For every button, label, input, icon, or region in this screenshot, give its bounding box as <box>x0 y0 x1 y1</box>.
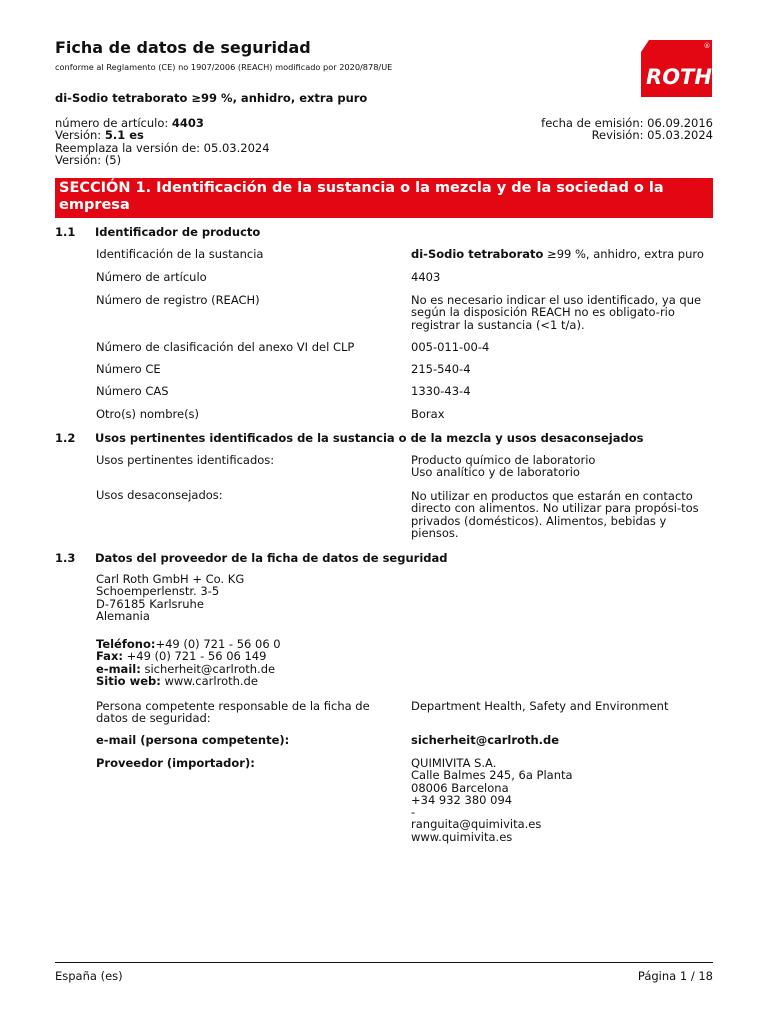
issue-date: fecha de emisión: 06.09.2016 <box>541 116 713 130</box>
revision-date: Revisión: 05.03.2024 <box>591 128 713 143</box>
row-label: Identificación de la sustancia <box>96 247 264 261</box>
document-title: Ficha de datos de seguridad <box>55 38 311 57</box>
website[interactable]: Sitio web: www.carlroth.de <box>96 673 258 688</box>
supplier-importer-value: QUIMIVITA S.A. Calle Balmes 245, 6a Planta 08006 Barcelona +34 932 380 094 - ranguita@quimivita.es www.quimivita.es <box>411 756 573 844</box>
replaces-version: Reemplaza la versión de: 05.03.2024 <box>55 140 270 155</box>
row-value: Borax <box>411 407 445 421</box>
discouraged-uses-value: No utilizar en productos que estarán en contacto directo con alimentos. No utilizar para propósi-tos privados (domésticos). Alimentos, bebidas y piensos. <box>411 489 699 540</box>
fax: Fax: +49 (0) 721 - 56 06 149 <box>96 649 267 664</box>
supplier-contacts <box>96 638 281 687</box>
row-label: Número de clasificación del anexo VI del CLP <box>96 340 355 354</box>
row-label: Número de artículo <box>96 270 207 284</box>
row-label: Otro(s) nombre(s) <box>96 407 200 421</box>
row-value: No es necesario indicar el uso identificado, ya que según la disposición REACH no es obligato-rio registrar la sustancia (<1 t/a). <box>411 293 702 332</box>
supplier-importer-label: Proveedor (importador): <box>96 756 255 770</box>
product-name: di-Sodio tetraborato ≥99 %, anhidro, extra puro <box>55 91 368 105</box>
row-label: Número CE <box>96 362 161 376</box>
version-number: Versión: (5) <box>55 152 122 167</box>
identified-uses-label: Usos pertinentes identificados: <box>96 453 275 467</box>
row-value: di-Sodio tetraborato ≥99 %, anhidro, extra puro <box>411 247 704 261</box>
supplier-address: Carl Roth GmbH + Co. KG Schoemperlenstr. 3-5 D-76185 Karlsruhe Alemania <box>96 572 245 623</box>
identified-uses-value: Producto químico de laboratorio Uso analítico y de laboratorio <box>411 453 596 480</box>
row-value: 1330-43-4 <box>411 384 471 398</box>
row-label: Número CAS <box>96 384 169 398</box>
email[interactable]: e-mail: sicherheit@carlroth.de <box>96 661 276 676</box>
footer-country: España (es) <box>55 969 123 983</box>
version: Versión: 5.1 es <box>55 128 144 143</box>
row-value: 215-540-4 <box>411 362 471 376</box>
footer-page-number: Página 1 / 18 <box>637 969 713 983</box>
competent-email-value[interactable]: sicherheit@carlroth.de <box>411 733 560 747</box>
section-1-banner: SECCIÓN 1. Identificación de la sustancia o la mezcla y de la sociedad o la empresa <box>55 178 713 218</box>
meta-right <box>541 117 713 142</box>
footer-divider <box>55 962 713 963</box>
row-value: 005-011-00-4 <box>411 340 490 354</box>
sds-page: Ficha de datos de seguridad conforme al Reglamento (CE) no 1907/2006 (REACH) modificado por 2020/878/UE ROTH ® di-Sodio tetraborato ≥99 %, anhidro, extra puro número de artículo: 4403 Versión: 5.1 es Reemplaza la versión de: 05.03.2024 Versión: (5) fecha de emisión: 06.09.2016 Revisión: 05.03.2024 SECCIÓN 1. Identificación de la sustancia o la mezcla y de la sociedad o la empresa 1.1 Identificador de producto Identificación de la sustancia di-Sodio tetraborato ≥99 %, anhidro, extra puro Número de artículo 4403 Número de registro (REACH) No es necesario indicar el uso identificado, ya que según la disposición REACH no es obligato-rio registrar la sustancia (<1 t/a). Número de clasificación del anexo VI del CLP 005-011-00-4 Número CE 215-540-4 Número CAS 1330-43-4 Otro(s) nombre(s) Borax 1.2 Usos pertinentes identificados de la sustancia o de la mezcla y usos desaconsejados Usos pertinentes identificados: Producto químico de laboratorio Uso analítico y de laboratorio Usos desaconsejados: No utilizar en productos que estarán en contacto directo con alimentos. No utilizar para propósi-tos privados (domésticos). Alimentos, bebidas y piensos. 1.3 Datos del proveedor de la ficha de datos de seguridad Carl Roth GmbH + Co. KG Schoemperlenstr. 3-5 D-76185 Karlsruhe Alemania Teléfono:+49 (0) 721 - 56 06 0 Fax: +49 (0) 721 - 56 06 149 e-mail: sicherheit@carlroth.de Sitio web: www.carlroth.de Persona competente responsable de la ficha de datos de seguridad: Department Health, Safety and Environment e-mail (persona competente): sicherheit@carlroth.de Proveedor (importador): QUIMIVITA S.A. Calle Balmes 245, 6a Planta 08006 Barcelona +34 932 380 094 - ranguita@quimivita.es www.quimivita.es España (es) Página 1 / 18 <box>55 38 713 983</box>
discouraged-uses-label: Usos desaconsejados: <box>96 488 223 502</box>
responsible-person-value: Department Health, Safety and Environment <box>411 699 669 713</box>
row-value: 4403 <box>411 270 441 284</box>
competent-email-label: e-mail (persona competente): <box>96 733 290 747</box>
logo-registered-mark: ® <box>703 42 711 50</box>
roth-logo <box>641 40 712 97</box>
document-subtitle: conforme al Reglamento (CE) no 1907/2006 (REACH) modificado por 2020/878/UE <box>55 62 393 72</box>
phone: Teléfono:+49 (0) 721 - 56 06 0 <box>96 637 281 651</box>
logo-text: ROTH <box>646 65 712 89</box>
responsible-person-label: Persona competente responsable de la ficha de datos de seguridad: <box>96 699 370 726</box>
row-label: Número de registro (REACH) <box>96 293 260 307</box>
article-number: número de artículo: 4403 <box>55 116 204 130</box>
meta-left <box>55 117 270 166</box>
